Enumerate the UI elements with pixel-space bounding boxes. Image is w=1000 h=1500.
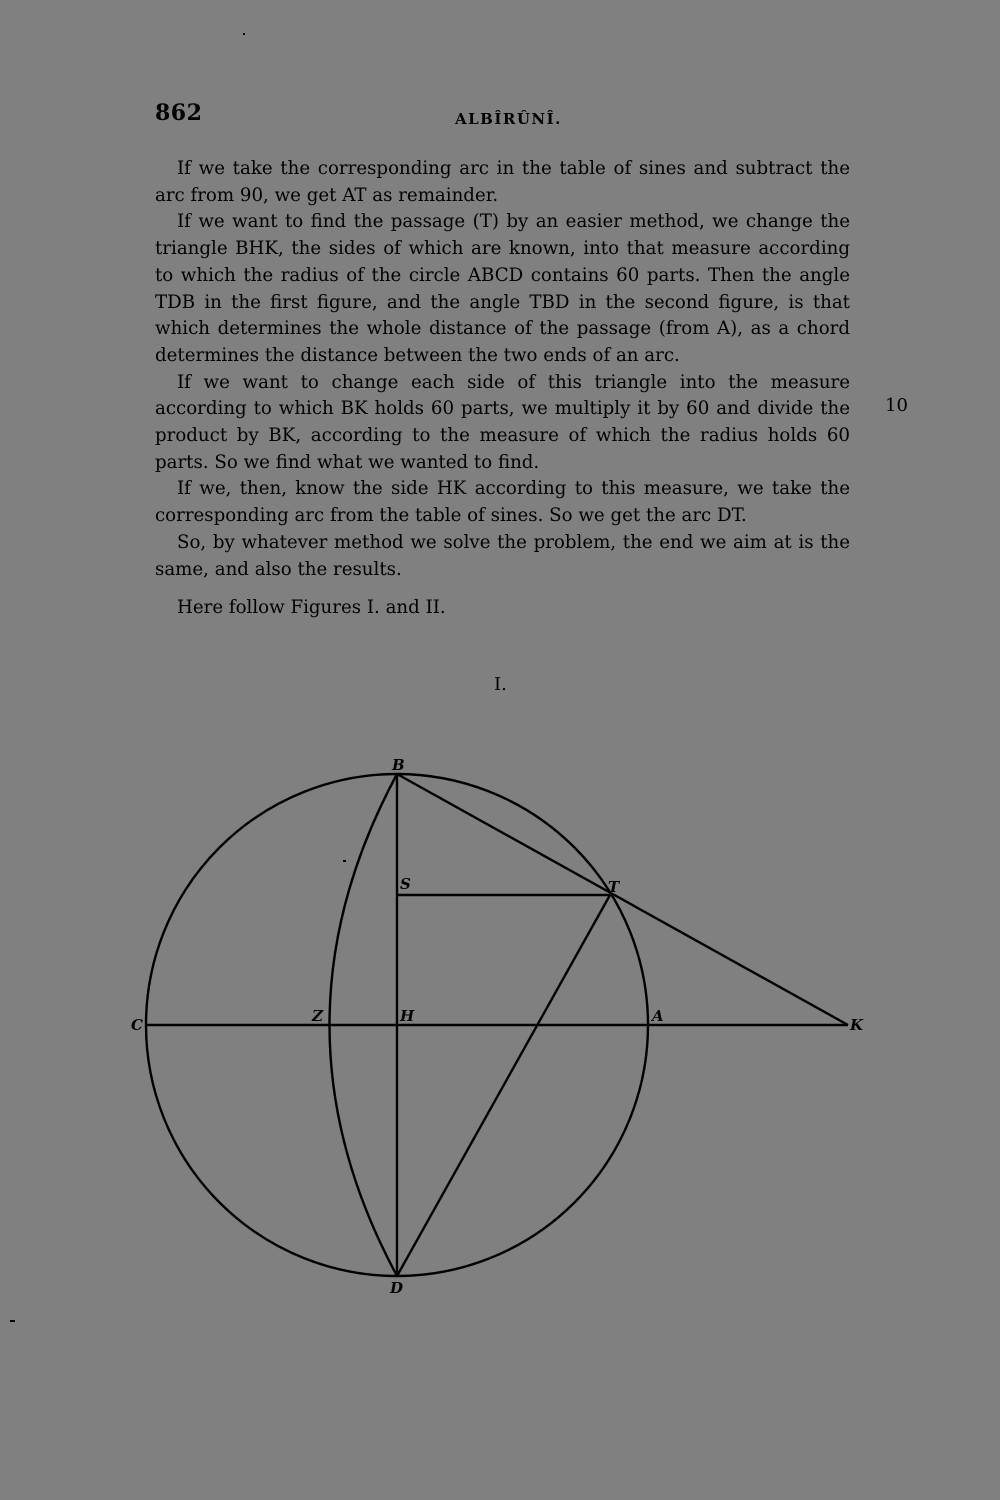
- label-a: A: [652, 1007, 664, 1025]
- paragraph: If we want to change each side of this triangle into the measure according to which BK holds 60 parts, we multiply it by 60 and divide the product by BK, according to the measure of which the radius holds 60 parts. So we find what we wanted to find.: [155, 371, 850, 473]
- label-z: Z: [312, 1007, 323, 1025]
- print-speck: [243, 33, 245, 35]
- paragraph: If we, then, know the side HK according to this measure, we take the corresponding arc from the table of sines. So we get the arc DT.: [155, 478, 850, 527]
- label-c: C: [131, 1016, 143, 1034]
- page-number: 862: [155, 100, 203, 126]
- paragraph: So, by whatever method we solve the problem, the end we aim at is the same, and also the results.: [155, 531, 850, 580]
- label-k: K: [850, 1016, 864, 1034]
- label-d: D: [390, 1279, 404, 1297]
- print-speck: [343, 860, 346, 862]
- paragraph: If we take the corresponding arc in the table of sines and subtract the arc from 90, we get AT as remainder.: [155, 158, 850, 206]
- label-h: H: [400, 1007, 415, 1025]
- running-title: ALBÎRÛNÎ.: [455, 110, 562, 128]
- print-speck: [10, 1320, 15, 1322]
- line-td: [397, 895, 610, 1276]
- margin-line-number: 10: [885, 395, 908, 416]
- paragraph: If we want to find the passage (T) by an easier method, we change the triangle BHK, the sides of which are known, into that measure according to which the radius of the circle ABCD contains 60 parts. Then the angle TDB in the first figure, and the angle TBD in the second figure, is that which determines the whole distance of the passage (from A), as a chord determines the distance between the two ends of an arc.: [155, 211, 850, 366]
- label-b: B: [392, 756, 405, 774]
- figures-intro-line: Here follow Figures I. and II.: [177, 597, 446, 619]
- label-t: T: [608, 878, 620, 896]
- figure-label: I.: [494, 674, 507, 695]
- label-s: S: [400, 875, 411, 893]
- line-bk: [397, 774, 848, 1025]
